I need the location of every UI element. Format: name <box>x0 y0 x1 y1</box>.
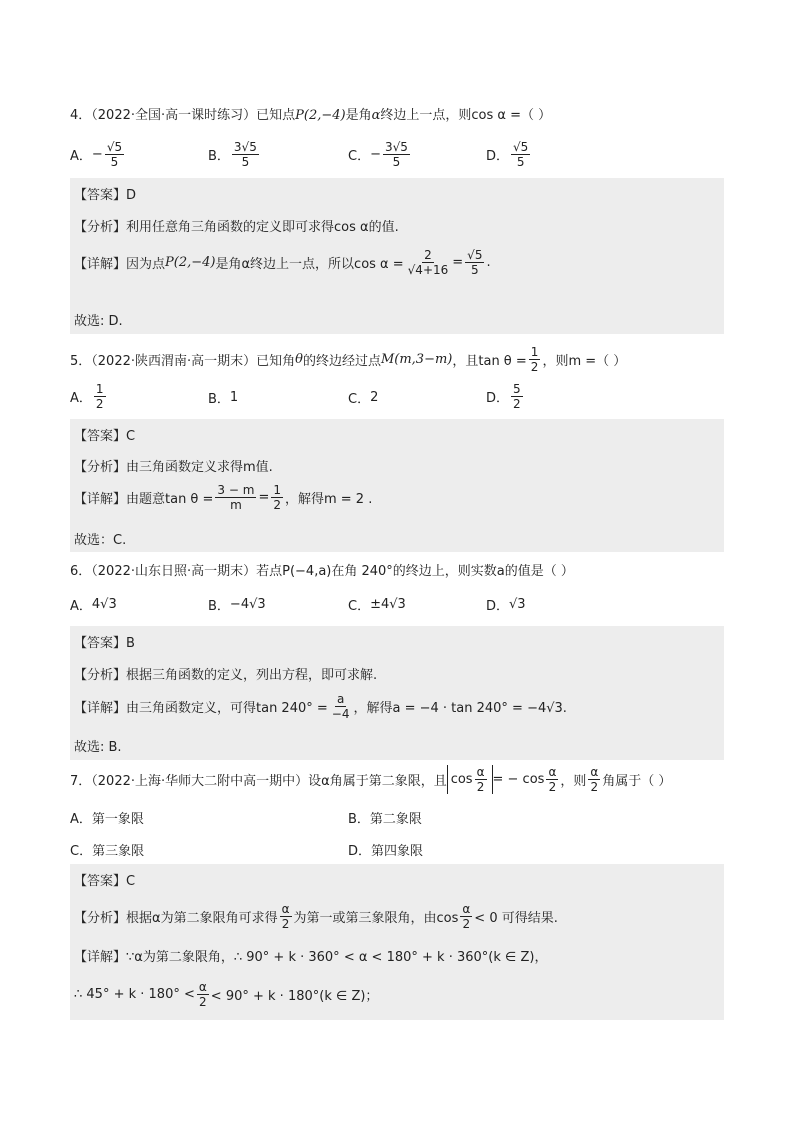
option-label: D． <box>348 844 372 859</box>
detail-text: 【详解】由题意tan θ = <box>74 492 214 507</box>
detail-text-end: ，解得m = 2 . <box>284 492 373 507</box>
answer-line: 【答案】D <box>74 188 137 203</box>
option-sign: − <box>370 147 381 162</box>
question-4-stem <box>70 104 724 123</box>
theta-symbol: θ <box>295 352 303 367</box>
fraction-numerator: α <box>281 902 290 916</box>
alpha-half-fraction <box>197 980 209 1009</box>
fraction-denominator: 5 <box>241 155 250 169</box>
option-label: D． <box>486 599 510 614</box>
detail-fraction <box>215 483 256 512</box>
analysis-text: 【分析】根据α为第二象限角可求得 <box>74 911 278 926</box>
detail-line-2 <box>74 980 378 1009</box>
fraction-numerator: 5 <box>513 382 521 396</box>
question-7-solution <box>70 864 724 1020</box>
alpha-half-fraction <box>546 765 558 794</box>
fraction-denominator: −4 <box>331 707 350 721</box>
option-fraction <box>105 140 124 169</box>
alpha-half-fraction <box>588 765 600 794</box>
question-4-options <box>70 140 724 170</box>
question-7-text: 7．（2022·上海·华师大二附中高一期中）设α角属于第二象限，且 <box>70 774 447 789</box>
fraction-numerator: √5 <box>467 248 483 262</box>
analysis-line: 【分析】根据三角函数的定义，列出方程，即可求解. <box>74 668 378 683</box>
fraction-numerator: 1 <box>273 483 281 497</box>
detail-text-end: ，解得a = −4 · tan 240° = −4√3. <box>353 701 567 716</box>
option-label: B． <box>208 392 230 407</box>
question-7-text-end: 角属于（ ） <box>602 774 672 789</box>
option-label: B． <box>208 149 230 164</box>
option-label: C． <box>348 599 371 614</box>
option-label: B． <box>348 812 370 827</box>
answer-line: 【答案】C <box>74 874 136 889</box>
analysis-text-end: < 0 可得结果. <box>474 911 558 926</box>
point-P: P(2,−4) <box>165 255 216 270</box>
option-c[interactable] <box>348 595 406 614</box>
option-c[interactable] <box>70 840 144 859</box>
option-c[interactable] <box>348 140 412 169</box>
fraction-denominator: 2 <box>548 780 557 794</box>
detail-line <box>74 483 372 512</box>
choose-line: 故选：C. <box>74 533 127 548</box>
answer-line: 【答案】B <box>74 636 135 651</box>
fraction-numerator: α <box>462 902 471 916</box>
question-7-options-row-1 <box>70 808 724 838</box>
fraction-denominator: 2 <box>462 917 471 931</box>
option-fraction <box>511 382 523 411</box>
fraction-denominator: 2 <box>273 498 281 512</box>
option-label: B． <box>208 599 230 614</box>
question-5-text-end: ，则m =（ ） <box>542 354 627 369</box>
option-value: 4√3 <box>91 597 117 612</box>
fraction-denominator: √4+16 <box>407 263 449 277</box>
fraction-denominator: 5 <box>110 155 119 169</box>
option-d[interactable] <box>348 840 423 859</box>
cos-label: cos <box>450 772 473 787</box>
question-4-text-end: 终边上一点，则cos α =（ ） <box>380 108 552 123</box>
option-d[interactable] <box>486 595 526 614</box>
detail-fraction <box>330 692 352 721</box>
option-value: 第三象限 <box>92 844 145 859</box>
option-value: 第四象限 <box>371 844 424 859</box>
option-d[interactable] <box>486 382 525 411</box>
fraction-numerator: α <box>590 765 599 779</box>
detail-line <box>74 692 567 721</box>
period: . <box>486 255 491 270</box>
fraction-denominator: 2 <box>513 397 521 411</box>
fraction-numerator: √5 <box>513 140 529 154</box>
option-b[interactable] <box>208 388 238 407</box>
option-label: C． <box>348 149 371 164</box>
detail-text: ∴ 45° + k · 180° < <box>74 987 195 1002</box>
fraction-denominator: 5 <box>392 155 401 169</box>
question-4-solution <box>70 178 724 334</box>
alpha-half-fraction <box>280 902 292 931</box>
option-value: 第二象限 <box>369 812 422 827</box>
question-5-options <box>70 382 724 412</box>
choose-line: 故选: D. <box>74 314 123 329</box>
detail-text: 【详解】由三角函数定义，可得tan 240° = <box>74 701 328 716</box>
detail-text-end: < 90° + k · 180°(k ∈ Z)； <box>210 989 379 1004</box>
equals-sign: = <box>258 490 270 505</box>
fraction-denominator: 5 <box>516 155 525 169</box>
absolute-value <box>447 765 493 794</box>
option-fraction <box>383 140 410 169</box>
option-value: 1 <box>229 390 239 405</box>
point-M: M(m,3−m) <box>380 352 453 367</box>
fraction-denominator: m <box>230 498 242 512</box>
option-value: √3 <box>509 597 526 612</box>
question-7-text-mid: = − cos <box>492 772 545 787</box>
fraction-numerator: a <box>336 692 345 706</box>
option-label: A． <box>70 599 92 614</box>
fraction-denominator: 2 <box>199 995 207 1009</box>
analysis-line: 【分析】利用任意角三角函数的定义即可求得cos α的值. <box>74 220 399 235</box>
tan-value-fraction <box>529 345 541 374</box>
question-5-solution <box>70 419 724 552</box>
option-label: D． <box>486 391 510 406</box>
fraction-denominator: 2 <box>281 917 290 931</box>
equals-sign: = <box>452 255 464 270</box>
fraction-numerator: 3√5 <box>233 140 257 154</box>
option-a[interactable] <box>70 595 117 614</box>
detail-text: 【详解】因为点 <box>74 257 166 272</box>
option-a[interactable] <box>70 382 108 411</box>
alpha-symbol: α <box>371 108 381 123</box>
question-5-text-mid: 的终边经过点 <box>302 354 381 369</box>
option-label: A． <box>70 812 92 827</box>
question-7-text-mid2: ，则 <box>560 774 587 789</box>
detail-fraction <box>406 248 451 277</box>
choose-line: 故选: B. <box>74 740 122 755</box>
fraction-numerator: 2 <box>424 248 432 262</box>
fraction-denominator: 2 <box>476 780 485 794</box>
fraction-numerator: 1 <box>530 345 539 359</box>
fraction-numerator: 1 <box>95 382 104 396</box>
option-b[interactable] <box>208 595 266 614</box>
fraction-numerator: α <box>548 765 557 779</box>
question-6-solution <box>70 626 724 760</box>
answer-line: 【答案】C <box>74 429 136 444</box>
option-label: C． <box>70 844 93 859</box>
option-value: ±4√3 <box>370 597 406 612</box>
option-sign: − <box>91 147 103 162</box>
option-c[interactable] <box>348 388 378 407</box>
option-b[interactable] <box>348 808 422 827</box>
detail-line <box>74 248 491 277</box>
fraction-numerator: α <box>476 765 485 779</box>
option-a[interactable] <box>70 140 126 169</box>
question-5-stem <box>70 345 724 374</box>
question-7-stem <box>70 765 724 794</box>
fraction-denominator: 2 <box>530 360 539 374</box>
fraction-numerator: α <box>198 980 207 994</box>
fraction-numerator: √5 <box>106 140 123 154</box>
option-label: A． <box>70 149 92 164</box>
question-5-text: 5．（2022·陕西渭南·高一期末）已知角 <box>70 354 296 369</box>
detail-line-1: 【详解】∵α为第二象限角，∴ 90° + k · 360° < α < 180° + k · 360°(k ∈ Z)， <box>74 950 548 965</box>
option-value: 第一象限 <box>91 812 144 827</box>
detail-fraction-2 <box>271 483 283 512</box>
option-value: −4√3 <box>229 597 266 612</box>
option-fraction <box>94 382 106 411</box>
detail-text-mid: 是角α终边上一点，所以cos α = <box>215 257 404 272</box>
analysis-line <box>74 902 558 931</box>
option-b[interactable] <box>208 140 261 169</box>
fraction-numerator: 3√5 <box>384 140 408 154</box>
option-fraction <box>232 140 259 169</box>
option-label: C． <box>348 392 371 407</box>
option-value: 2 <box>370 390 379 405</box>
option-label: A． <box>70 391 92 406</box>
analysis-text-mid: 为第一或第三象限角，由cos <box>293 911 459 926</box>
option-fraction <box>511 140 530 169</box>
fraction-numerator: 3 − m <box>217 483 255 497</box>
alpha-half-fraction <box>460 902 472 931</box>
alpha-half-fraction <box>475 765 487 794</box>
question-4-text-mid: 是角 <box>345 108 372 123</box>
fraction-denominator: 5 <box>470 263 479 277</box>
fraction-denominator: 2 <box>590 780 599 794</box>
question-6-stem: 6．（2022·山东日照·高一期末）若点P(−4,a)在角 240°的终边上，则实数a的值是（ ） <box>70 564 574 579</box>
option-label: D． <box>486 149 510 164</box>
option-d[interactable] <box>486 140 532 169</box>
point-P: P(2,−4) <box>295 108 346 123</box>
detail-fraction-2 <box>465 248 484 277</box>
analysis-line: 【分析】由三角函数定义求得m值. <box>74 460 273 475</box>
option-a[interactable] <box>70 808 144 827</box>
question-5-text-mid2: ，且tan θ = <box>452 354 527 369</box>
question-4-text: 4．（2022·全国·高一课时练习）已知点 <box>70 108 296 123</box>
question-6-options <box>70 595 724 625</box>
fraction-denominator: 2 <box>95 397 104 411</box>
